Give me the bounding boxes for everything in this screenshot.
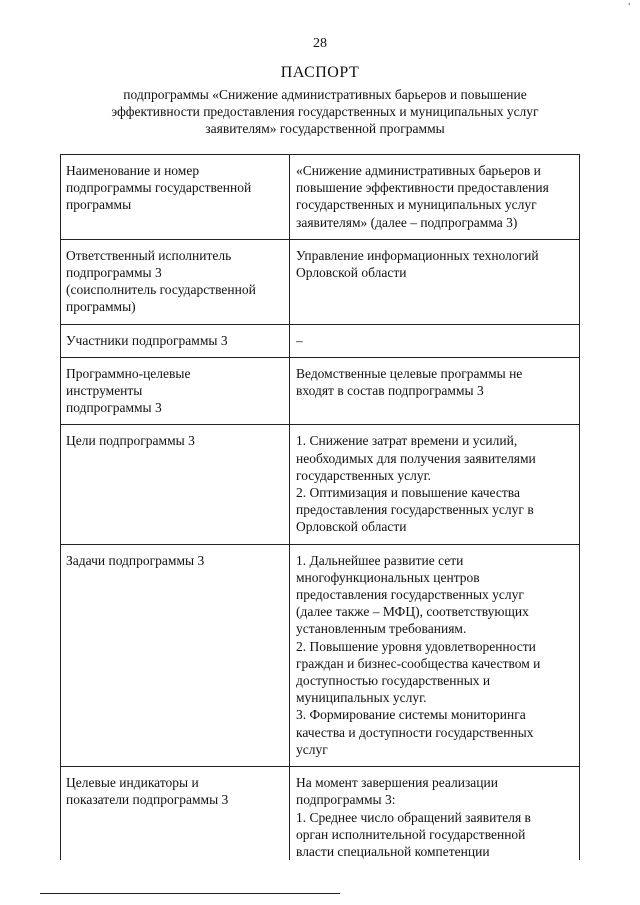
row-value-line: государственных и муниципальных услуг	[296, 197, 537, 213]
row-value-line: «Снижение административных барьеров и	[296, 163, 541, 178]
page-number: 28	[313, 36, 327, 51]
row-label-line: инструменты	[66, 383, 143, 399]
row-value-line: услуг	[296, 741, 328, 757]
row-value-line: предоставления государственных услуг в	[296, 502, 534, 518]
document-subtitle	[80, 86, 570, 137]
row-value-line: входят в состав подпрограммы 3	[296, 383, 484, 399]
passport-table-body	[61, 155, 580, 861]
row-value-line: заявителям» (далее – подпрограмма 3)	[296, 214, 518, 230]
row-label-line: Участники подпрограммы 3	[66, 332, 228, 348]
row-label-line: подпрограммы 3	[66, 265, 162, 281]
row-label-cell	[61, 357, 290, 425]
corner-mark: '	[628, 2, 630, 13]
row-value-line: орган исполнительной государственной	[296, 826, 526, 842]
row-value-line: 1. Снижение затрат времени и усилий,	[296, 433, 518, 449]
row-value-line: многофункциональных центров	[296, 569, 480, 585]
row-value-line: власти специальной компетенции	[296, 843, 490, 859]
row-value-line: 1. Среднее число обращений заявителя в	[296, 809, 531, 825]
row-value-line: Орловской области	[296, 519, 407, 535]
row-value-cell	[290, 425, 580, 544]
row-value-line: необходимых для получения заявителями	[296, 450, 536, 466]
row-value-line: граждан и бизнес-сообщества качеством и	[296, 655, 541, 671]
footnote-divider	[40, 893, 340, 894]
row-value-line: 1. Дальнейшее развитие сети	[296, 552, 464, 568]
row-value-line: государственных услуг.	[296, 467, 432, 483]
row-value-cell	[290, 357, 580, 425]
row-value-line: качества и доступности государственных	[296, 724, 534, 740]
row-label-line: (соисполнитель государственной	[66, 282, 256, 298]
row-value-line: 3. Формирование системы мониторинга	[296, 707, 526, 723]
row-value-line: доступностью государственных и	[296, 673, 491, 689]
row-value-line: (далее также – МФЦ), соответствующих	[296, 604, 529, 620]
row-value-line: муниципальных услуг.	[296, 690, 427, 706]
passport-table	[60, 154, 580, 860]
document-title: ПАСПОРТ	[280, 64, 360, 81]
row-value-line: 2. Повышение уровня удовлетворенности	[296, 638, 536, 654]
row-label-line: подпрограммы 3	[66, 400, 162, 416]
row-label-line: подпрограммы государственной	[66, 180, 252, 196]
row-label-cell	[61, 155, 290, 240]
row-label-cell	[61, 239, 290, 324]
table-row	[61, 155, 580, 240]
row-label-line: Наименование и номер	[66, 163, 200, 178]
row-value-cell	[290, 239, 580, 324]
subtitle-line: эффективности предоставления государственных и муниципальных услуг	[111, 104, 539, 119]
row-label-line: Ответственный исполнитель	[66, 247, 232, 263]
row-label-line: показатели подпрограммы 3	[66, 792, 229, 808]
row-value-line: подпрограммы 3:	[296, 792, 396, 808]
row-value-cell	[290, 324, 580, 357]
table-row	[61, 767, 580, 861]
row-label-cell	[61, 767, 290, 861]
row-value-cell	[290, 767, 580, 861]
row-label-line: программы)	[66, 299, 136, 315]
table-row	[61, 324, 580, 357]
row-label-cell	[61, 425, 290, 544]
table-row	[61, 357, 580, 425]
row-label-line: Целевые индикаторы и	[66, 775, 199, 791]
row-value-line: Управление информационных технологий	[296, 247, 539, 263]
row-label-cell	[61, 324, 290, 357]
subtitle-line: подпрограммы «Снижение административных барьеров и повышение	[123, 87, 527, 102]
row-value-line: установленным требованиям.	[296, 621, 467, 637]
row-value-line: Ведомственные целевые программы не	[296, 365, 523, 381]
row-value-line: Орловской области	[296, 265, 407, 281]
row-label-line: Цели подпрограммы 3	[66, 433, 195, 449]
row-value-line: 2. Оптимизация и повышение качества	[296, 485, 520, 501]
subtitle-line: заявителям» государственной программы	[205, 121, 445, 136]
row-label-line: Программно-целевые	[66, 365, 191, 381]
row-value-line: –	[296, 332, 303, 348]
row-value-line: предоставления государственных услуг	[296, 587, 524, 603]
table-row	[61, 239, 580, 324]
row-label-cell	[61, 544, 290, 766]
table-row	[61, 544, 580, 766]
row-label-line: Задачи подпрограммы 3	[66, 552, 205, 568]
row-value-cell	[290, 155, 580, 240]
row-value-line: повышение эффективности предоставления	[296, 180, 549, 196]
row-value-line: На момент завершения реализации	[296, 775, 498, 791]
row-label-line: программы	[66, 197, 132, 213]
row-value-cell	[290, 544, 580, 766]
table-row	[61, 425, 580, 544]
